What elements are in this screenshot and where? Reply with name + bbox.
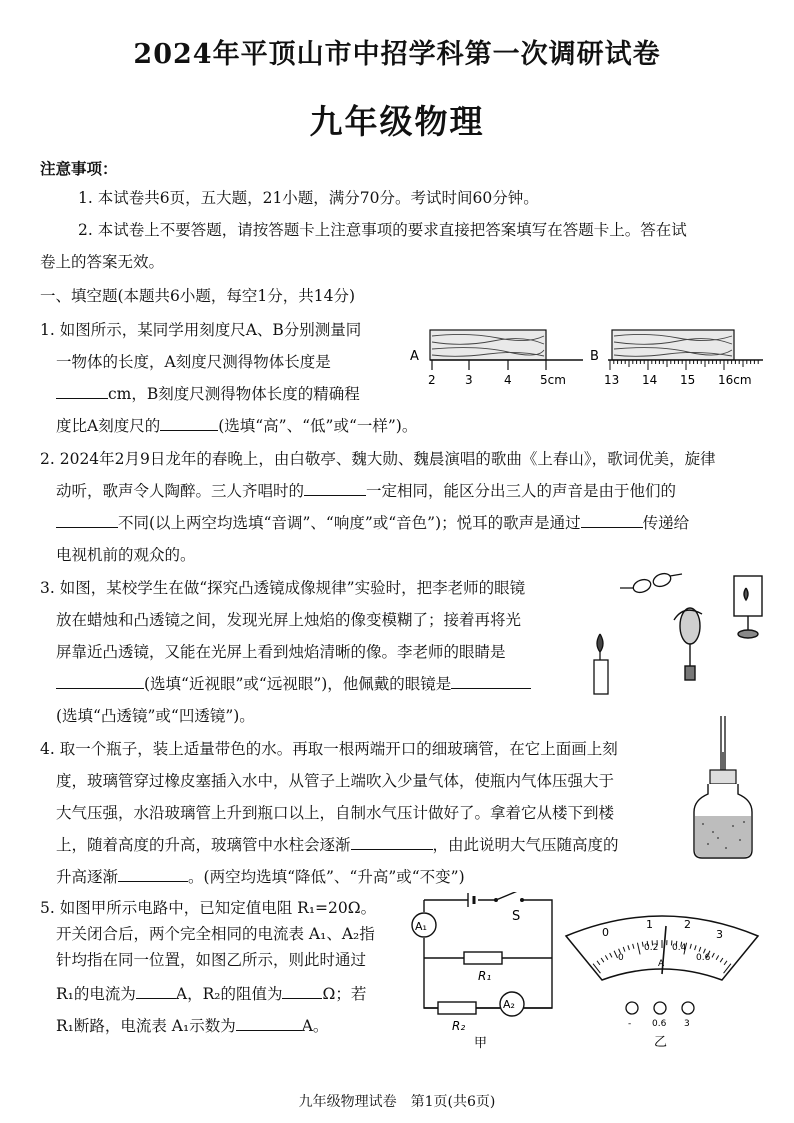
q4-line-2: 度，玻璃管穿过橡皮塞插入水中，从管子上端吹入少量气体，使瓶内气体压强大于 — [56, 772, 615, 790]
q2-blank-1 — [304, 481, 366, 496]
ruler-a-tick-0: 2 — [428, 373, 436, 387]
candle-icon — [594, 634, 608, 694]
ruler-a — [410, 330, 583, 387]
meter-inner-1: 0.2 — [644, 943, 659, 953]
light-screen-icon — [734, 576, 762, 638]
q1-line-4b: (选填“高”、“低”或“一样”)。 — [218, 417, 418, 435]
rubber-stopper — [710, 770, 736, 784]
q3-line-2: 放在蜡烛和凸透镜之间，发现光屏上烛焰的像变模糊了；接着再将光 — [56, 611, 522, 629]
meter-caption: 乙 — [654, 1035, 668, 1050]
q3-line-5: (选填“凸透镜”或“凹透镜”)。 — [56, 707, 255, 725]
meter-outer-2: 2 — [684, 918, 691, 931]
ruler-a-label: A — [410, 349, 419, 364]
r1-label: R₁ — [478, 969, 492, 983]
q5-blank-1 — [136, 984, 176, 999]
a1-label: A₁ — [415, 920, 427, 933]
ruler-b — [590, 330, 763, 387]
ruler-b-tick-3: 16cm — [718, 373, 752, 387]
q1-line-2: 一物体的长度，A刻度尺测得物体长度是 — [56, 353, 331, 371]
q4-line-5a: 升高逐渐 — [56, 868, 119, 886]
q1-blank-2 — [160, 416, 218, 431]
glasses-icon — [620, 571, 682, 594]
ruler-b-label: B — [590, 349, 599, 364]
q1-line-4a: 度比A刻度尺的 — [56, 417, 161, 435]
q3-blank-1 — [56, 674, 144, 689]
q3-line-4b: (选填“近视眼”或“远视眼”)，他佩戴的眼镜是 — [144, 675, 452, 693]
notice-item-2-cont: 卷上的答案无效。 — [40, 253, 165, 271]
ruler-b-tick-2: 15 — [680, 373, 696, 387]
q2-line-2a: 动听，歌声令人陶醉。三人齐唱时的 — [56, 482, 305, 500]
circuit-diagram — [408, 892, 558, 1052]
q3-blank-2 — [451, 674, 531, 689]
meter-inner-3: 0.6 — [696, 953, 711, 963]
q4-line-3: 大气压强，水沿玻璃管上升到瓶口以上，自制水气压计做好了。拿着它从楼下到楼 — [56, 804, 615, 822]
ruler-a-tick-3: 5cm — [540, 373, 566, 387]
q4-line-5b: 。(两空均选填“降低”、“升高”或“不变”) — [188, 868, 465, 886]
rulers-figure — [408, 322, 768, 400]
ammeter-dial — [562, 902, 762, 1052]
section-heading: 一、填空题(本题共6小题，每空1分，共14分) — [40, 287, 356, 305]
exam-title: 2024年平顶山市中招学科第一次调研试卷 — [133, 39, 661, 70]
q2-blank-2 — [56, 513, 118, 528]
exam-subtitle: 九年级物理 — [309, 102, 485, 141]
q1-line-1: 1. 如图所示，某同学用刻度尺A、B分别测量同 — [40, 321, 362, 339]
q3-line-1: 3. 如图，某校学生在做“探究凸透镜成像规律”实验时，把李老师的眼镜 — [40, 579, 526, 597]
circuit-caption: 甲 — [474, 1036, 488, 1051]
lens-experiment-figure — [590, 568, 770, 698]
meter-outer-3: 3 — [716, 928, 723, 941]
q4-line-1: 4. 取一个瓶子，装上适量带色的水。再取一根两端开口的细玻璃管，在它上面画上刻 — [40, 740, 618, 758]
convex-lens-icon — [674, 608, 702, 680]
q5-blank-3 — [236, 1016, 302, 1031]
q5-line-5a: R₁断路，电流表 A₁示数为 — [56, 1017, 236, 1035]
colored-water — [695, 816, 751, 857]
ruler-a-tick-2: 4 — [504, 373, 512, 387]
a2-label: A₂ — [503, 998, 515, 1011]
terminal-label-1: 0.6 — [652, 1019, 667, 1029]
q5-line-5b: A。 — [301, 1017, 329, 1035]
ruler-a-tick-1: 3 — [465, 373, 473, 387]
terminal-negative — [626, 1002, 638, 1014]
notice-item-1: 1. 本试卷共6页，五大题，21小题，满分70分。考试时间60分钟。 — [78, 189, 539, 207]
meter-inner-0: 0 — [618, 953, 624, 963]
ruler-b-tick-0: 13 — [604, 373, 620, 387]
q2-line-3c: 传递给 — [642, 514, 690, 532]
q4-line-4b: ，由此说明大气压随高度的 — [432, 836, 619, 854]
q2-line-1: 2. 2024年2月9日龙年的春晚上，由白敬亭、魏大勋、魏晨演唱的歌曲《上春山》，歌词优美，旋律 — [40, 450, 716, 468]
q4-blank-1 — [351, 835, 433, 850]
meter-outer-0: 0 — [602, 926, 609, 939]
r2-label: R₂ — [452, 1019, 466, 1033]
terminal-label-2: 3 — [684, 1019, 690, 1029]
q5-line-2: 开关闭合后，两个完全相同的电流表 A₁、A₂指 — [56, 925, 375, 943]
q5-line-3: 针均指在同一位置，如图乙所示，则此时通过 — [56, 951, 367, 969]
q1-blank-1 — [56, 384, 108, 399]
q4-blank-2 — [118, 867, 188, 882]
q5-line-4a: R₁的电流为 — [56, 985, 136, 1003]
barometer-bottle-figure — [688, 712, 758, 862]
q5-blank-2 — [282, 984, 322, 999]
ruler-b-tick-1: 14 — [642, 373, 658, 387]
q5-line-1: 5. 如图甲所示电路中，已知定值电阻 R₁=20Ω。 — [40, 899, 377, 917]
q2-line-4: 电视机前的观众的。 — [56, 546, 196, 564]
terminal-label-0: - — [628, 1019, 632, 1029]
q1-line-3: cm，B刻度尺测得物体长度的精确程 — [108, 385, 360, 403]
q4-line-4a: 上，随着高度的升高，玻璃管中水柱会逐渐 — [56, 836, 351, 854]
terminal-3 — [682, 1002, 694, 1014]
meter-inner-2: 0.4 — [672, 943, 687, 953]
terminal-0-6 — [654, 1002, 666, 1014]
q5-line-4b: A，R₂的阻值为 — [175, 985, 283, 1003]
notice-item-2: 2. 本试卷上不要答题，请按答题卡上注意事项的要求直接把答案填写在答题卡上。答在试 — [78, 221, 687, 239]
q3-line-3: 屏靠近凸透镜，又能在光屏上看到烛焰清晰的像。李老师的眼睛是 — [56, 643, 506, 661]
meter-unit: A — [658, 959, 665, 969]
meter-outer-1: 1 — [646, 918, 653, 931]
switch-label: S — [512, 909, 521, 924]
q5-line-4c: Ω；若 — [322, 985, 367, 1003]
notice-heading: 注意事项： — [40, 159, 118, 178]
page-footer: 九年级物理试卷 第1页(共6页) — [298, 1094, 496, 1110]
q2-line-2b: 一定相同，能区分出三人的声音是由于他们的 — [366, 482, 677, 500]
q2-blank-3 — [581, 513, 643, 528]
q2-line-3b: 不同(以上两空均选填“音调”、“响度”或“音色”)；悦耳的歌声是通过 — [118, 514, 581, 532]
